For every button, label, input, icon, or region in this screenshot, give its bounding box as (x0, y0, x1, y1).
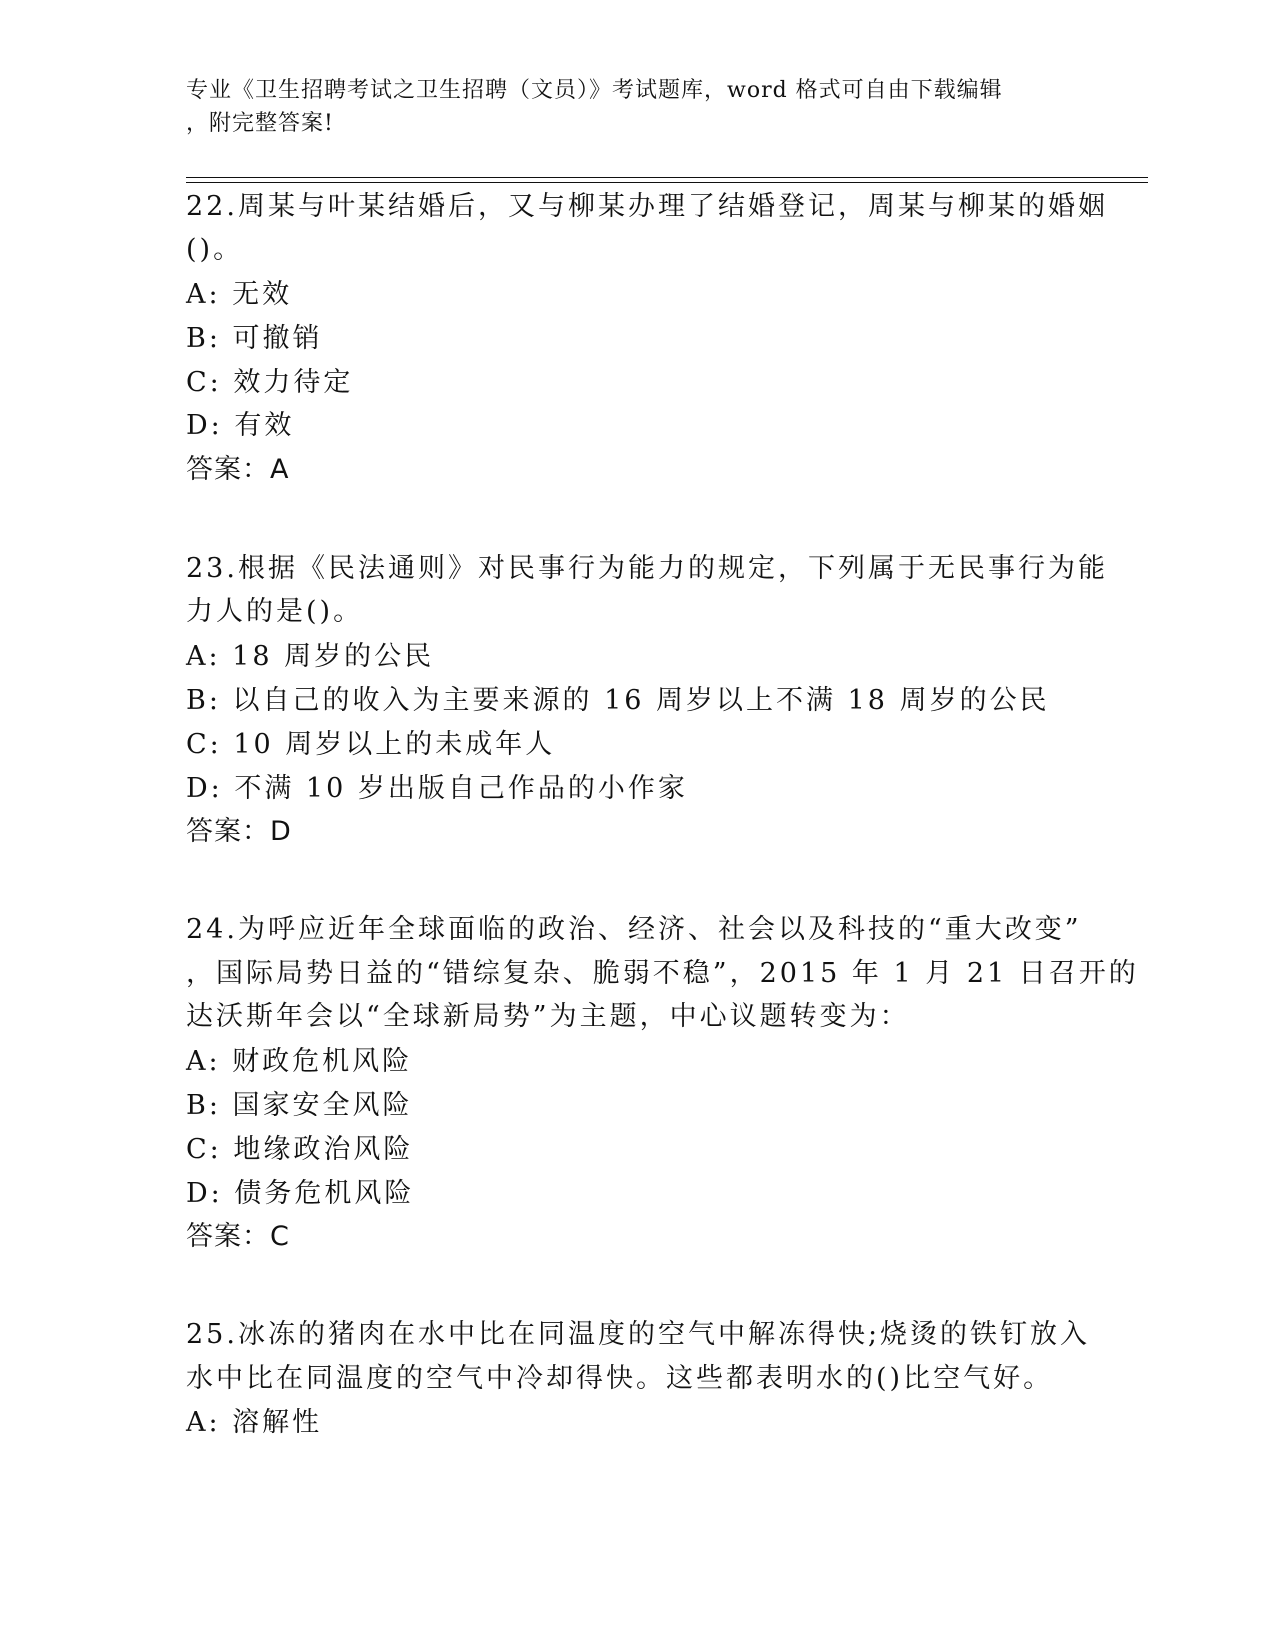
header-divider-bottom (186, 182, 1148, 183)
header-divider-top (186, 177, 1148, 178)
question-23-option-b: B: 以自己的收入为主要来源的 16 周岁以上不满 18 周岁的公民 (186, 685, 1050, 716)
question-24-option-a: A: 财政危机风险 (186, 1046, 413, 1077)
question-24-option-b: B: 国家安全风险 (186, 1090, 413, 1121)
question-22-answer: 答案：A (186, 454, 290, 485)
question-23-answer: 答案：D (186, 816, 292, 847)
question-25-stem-line-1: 25.冰冻的猪肉在水中比在同温度的空气中解冻得快;烧烫的铁钉放入 (186, 1319, 1091, 1350)
document-header (186, 74, 1066, 140)
question-22-stem-line-2: ()。 (186, 234, 244, 265)
question-24-stem-line-2: ，国际局势日益的“错综复杂、脆弱不稳”，2015 年 1 月 21 日召开的 (186, 958, 1139, 989)
question-24-answer: 答案：C (186, 1221, 290, 1252)
question-22-stem-line-1: 22.周某与叶某结婚后，又与柳某办理了结婚登记，周某与柳某的婚姻 (186, 191, 1108, 222)
question-22-option-d: D: 有效 (186, 410, 295, 441)
question-23-stem-line-1: 23.根据《民法通则》对民事行为能力的规定，下列属于无民事行为能 (186, 553, 1108, 584)
question-24-option-c: C: 地缘政治风险 (186, 1134, 414, 1165)
question-25-stem-line-2: 水中比在同温度的空气中冷却得快。这些都表明水的()比空气好。 (186, 1363, 1054, 1394)
header-line-2: ，附完整答案! (186, 111, 334, 136)
question-22-option-c: C: 效力待定 (186, 367, 354, 398)
question-24-stem-line-1: 24.为呼应近年全球面临的政治、经济、社会以及科技的“重大改变” (186, 914, 1082, 945)
question-24-option-d: D: 债务危机风险 (186, 1178, 415, 1209)
question-25-option-a: A: 溶解性 (186, 1407, 323, 1438)
question-23-option-c: C: 10 周岁以上的未成年人 (186, 729, 556, 760)
question-23-stem-line-2: 力人的是()。 (186, 596, 364, 627)
question-23-option-d: D: 不满 10 岁出版自己作品的小作家 (186, 773, 688, 804)
question-23-option-a: A: 18 周岁的公民 (186, 641, 435, 672)
question-22-option-a: A: 无效 (186, 279, 293, 310)
header-line-1: 专业《卫生招聘考试之卫生招聘（文员）》考试题库，word 格式可自由下载编辑 (186, 78, 1003, 103)
question-24-stem-line-3: 达沃斯年会以“全球新局势”为主题，中心议题转变为： (186, 1001, 910, 1032)
question-22-option-b: B: 可撤销 (186, 323, 323, 354)
